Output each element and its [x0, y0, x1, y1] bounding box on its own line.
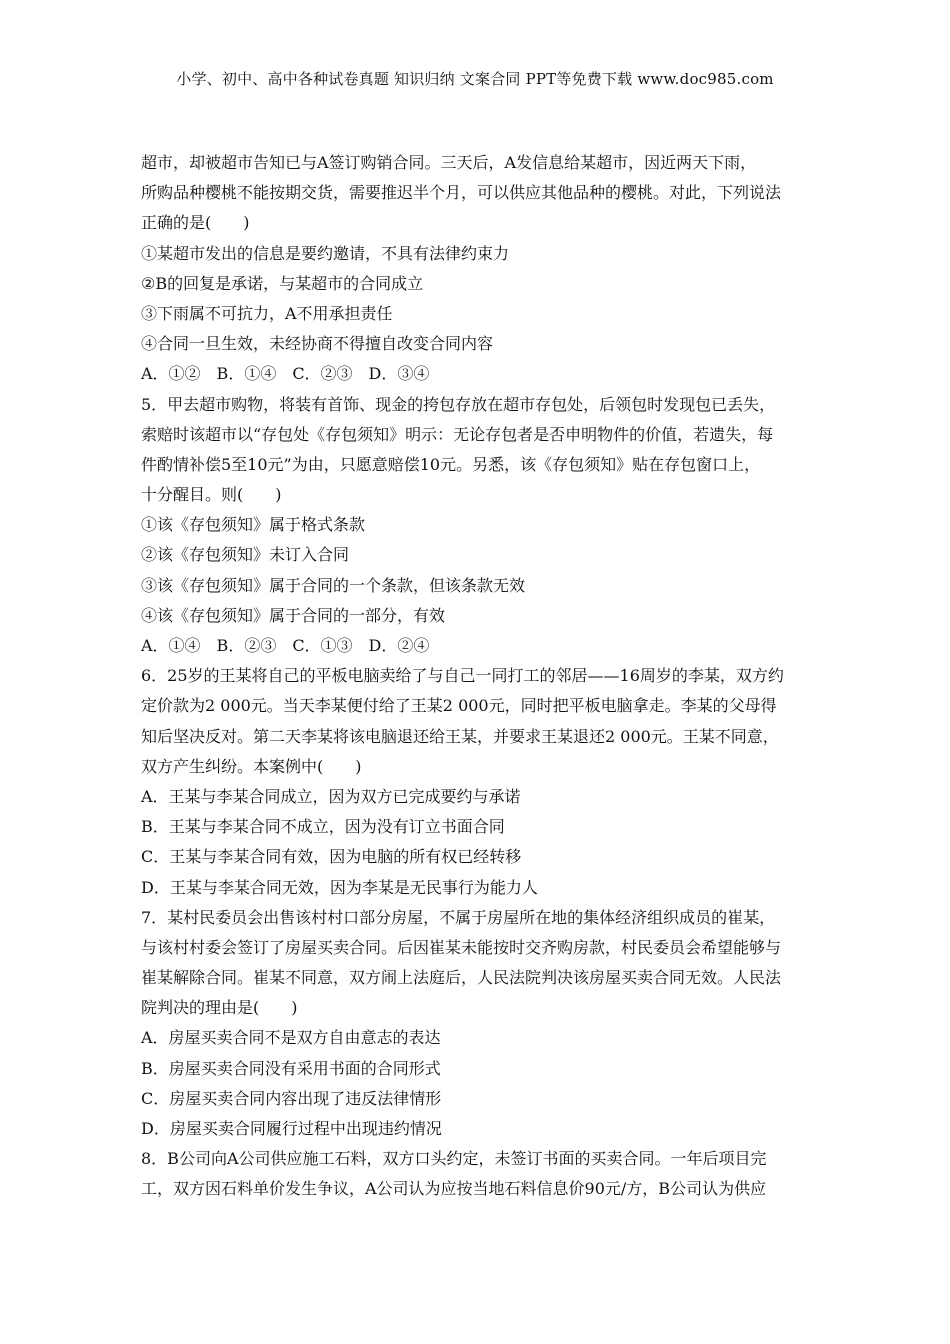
text-line: ②B的回复是承诺，与某超市的合同成立	[141, 273, 424, 293]
text-line: 工，双方因石料单价发生争议，A公司认为应按当地石料信息价90元/方，B公司认为供应	[141, 1179, 767, 1199]
text-line: A．①④ B．②③ C．①③ D．②④	[141, 636, 430, 655]
text-line: A．①② B．①④ C．②③ D．③④	[141, 364, 430, 384]
text-line: ③该《存包须知》属于合同的一个条款，但该条款无效	[141, 575, 526, 595]
text-line: 双方产生纠纷。本案例中( )	[141, 756, 362, 776]
text-line: 定价款为2 000元。当天李某便付给了王某2 000元，同时把平板电脑拿走。李某的父母得	[141, 696, 777, 716]
text-line: D．房屋买卖合同履行过程中出现违约情况	[141, 1119, 442, 1138]
text-line: 8．B公司向A公司供应施工石料，双方口头约定，未签订书面的买卖合同。一年后项目完	[141, 1149, 767, 1169]
text-line: 7．某村民委员会出售该村村口部分房屋，不属于房屋所在地的集体经济组织成员的崔某，	[141, 907, 776, 927]
text-line: 5．甲去超市购物，将装有首饰、现金的挎包存放在超市存包处，后领包时发现包已丢失，	[141, 394, 776, 414]
text-line: 6．25岁的王某将自己的平板电脑卖给了与自己一同打工的邻居——16周岁的李某，双方约	[141, 666, 784, 686]
text-line: ①该《存包须知》属于格式条款	[141, 515, 366, 535]
text-line: ④该《存包须知》属于合同的一部分，有效	[141, 605, 446, 625]
text-line: D．王某与李某合同无效，因为李某是无民事行为能力人	[141, 877, 538, 897]
text-line: A．王某与李某合同成立，因为双方已完成要约与承诺	[141, 786, 521, 806]
text-line: 超市，却被超市告知已与A签订购销合同。三天后，A发信息给某超市，因近两天下雨，	[141, 153, 757, 172]
page-header: 小学、初中、高中各种试卷真题 知识归纳 文案合同 PPT等免费下载 www.doc985.com	[176, 70, 774, 88]
text-line: B．房屋买卖合同没有采用书面的合同形式	[141, 1058, 441, 1078]
text-line: C．房屋买卖合同内容出现了违反法律情形	[141, 1088, 442, 1108]
text-line: ④合同一旦生效，未经协商不得擅自改变合同内容	[141, 334, 494, 354]
text-line: 知后坚决反对。第二天李某将该电脑退还给王某，并要求王某退还2 000元。王某不同意，	[141, 726, 779, 746]
text-line: C．王某与李某合同有效，因为电脑的所有权已经转移	[141, 847, 522, 867]
text-line: ③下雨属不可抗力，A不用承担责任	[141, 303, 393, 323]
text-line: 院判决的理由是( )	[141, 998, 298, 1018]
text-line: 崔某解除合同。崔某不同意，双方闹上法庭后，人民法院判决该房屋买卖合同无效。人民法	[141, 968, 782, 988]
text-line: B．王某与李某合同不成立，因为没有订立书面合同	[141, 817, 505, 837]
document-body	[141, 148, 821, 1205]
text-line: ①某超市发出的信息是要约邀请，不具有法律约束力	[141, 243, 510, 263]
text-line: 所购品种樱桃不能按期交货，需要推迟半个月，可以供应其他品种的樱桃。对此，下列说法	[141, 183, 782, 203]
text-line: 索赔时该超市以“存包处《存包须知》明示：无论存包者是否申明物件的价值，若遗失，每	[141, 424, 774, 444]
text-line: A．房屋买卖合同不是双方自由意志的表达	[141, 1028, 441, 1048]
text-line: ②该《存包须知》未订入合同	[141, 545, 350, 565]
text-line: 与该村村委会签订了房屋买卖合同。后因崔某未能按时交齐购房款，村民委员会希望能够与	[141, 937, 782, 957]
text-line: 件酌情补偿5至10元”为由，只愿意赔偿10元。另悉，该《存包须知》贴在存包窗口上，	[141, 454, 761, 474]
text-line: 十分醒目。则( )	[141, 485, 282, 505]
text-line: 正确的是( )	[141, 213, 250, 233]
